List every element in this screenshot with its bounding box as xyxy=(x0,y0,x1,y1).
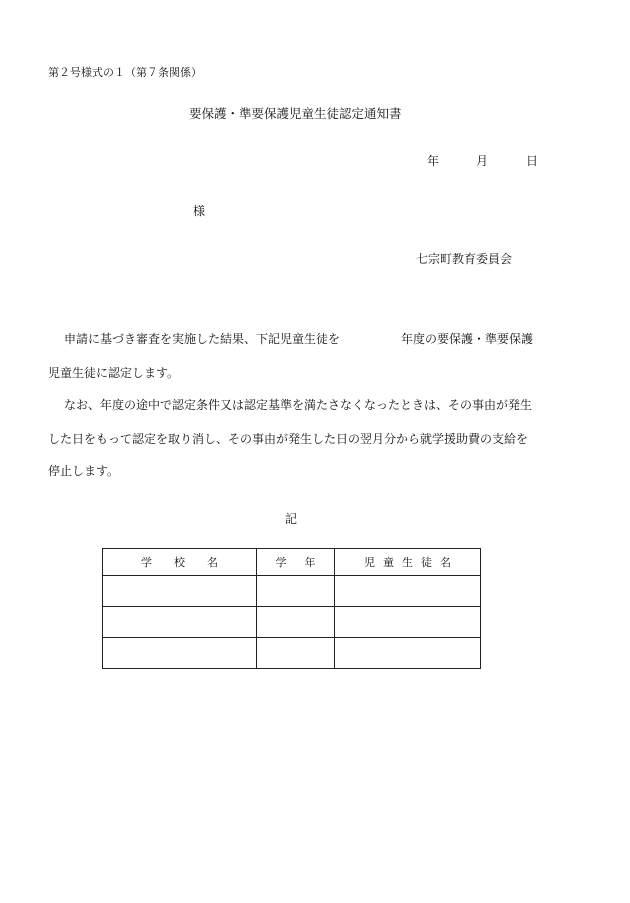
issuer-name: 七宗町教育委員会 xyxy=(416,252,513,266)
header-grade: 学年 xyxy=(257,549,335,576)
body-paragraph-1-part-c: 児童生徒に認定します。 xyxy=(48,366,180,380)
header-student-name: 児童生徒名 xyxy=(335,549,481,576)
body-paragraph-2-line-3: 停止します。 xyxy=(48,464,120,478)
document-title: 要保護・準要保護児童生徒認定通知書 xyxy=(189,106,402,121)
table-cell-school[interactable] xyxy=(103,607,257,638)
table-cell-school[interactable] xyxy=(103,576,257,607)
table-row xyxy=(103,638,481,669)
notes-heading: 記 xyxy=(285,512,298,526)
date-day-label: 日 xyxy=(526,154,539,168)
student-table xyxy=(102,548,481,669)
table-row xyxy=(103,576,481,607)
table-header-row xyxy=(103,549,481,576)
body-paragraph-2-line-2: した日をもって認定を取り消し、その事由が発生した日の翌月分から就学援助費の支給を xyxy=(48,432,529,446)
form-number: 第２号様式の１（第７条関係） xyxy=(48,66,202,79)
body-paragraph-1-part-a: 申請に基づき審査を実施した結果、下記児童生徒を xyxy=(64,332,341,346)
recipient-honorific: 様 xyxy=(193,204,206,218)
table-cell-grade[interactable] xyxy=(257,638,335,669)
body-paragraph-1-part-b: 年度の要保護・準要保護 xyxy=(401,332,534,346)
table-cell-student[interactable] xyxy=(335,638,481,669)
table-cell-grade[interactable] xyxy=(257,607,335,638)
header-school-name: 学校名 xyxy=(103,549,257,576)
date-month-label: 月 xyxy=(476,154,489,168)
table-cell-grade[interactable] xyxy=(257,576,335,607)
table-cell-student[interactable] xyxy=(335,576,481,607)
table-cell-student[interactable] xyxy=(335,607,481,638)
date-year-label: 年 xyxy=(427,154,440,168)
table-row xyxy=(103,607,481,638)
table-cell-school[interactable] xyxy=(103,638,257,669)
body-paragraph-2-line-1: なお、年度の途中で認定条件又は認定基準を満たさなくなったときは、その事由が発生 xyxy=(64,398,533,412)
